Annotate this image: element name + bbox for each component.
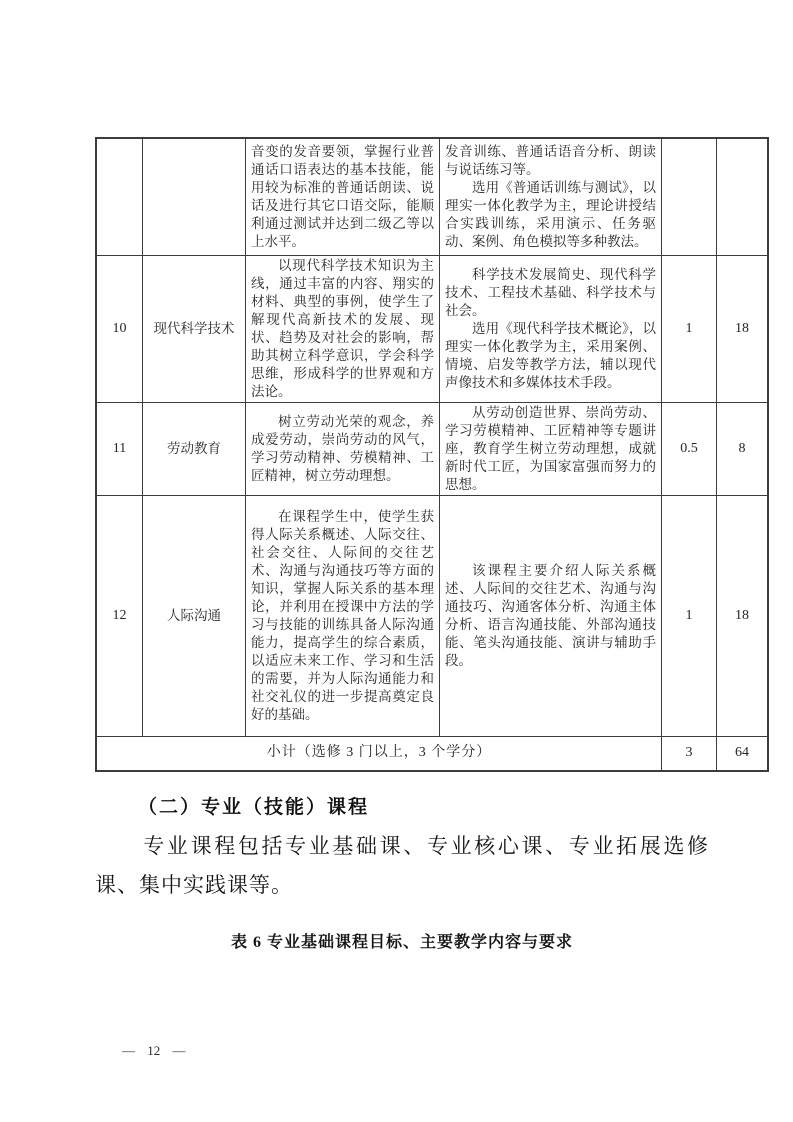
- course-number-cell: 11: [96, 402, 143, 495]
- course-objectives-cell: [246, 495, 440, 736]
- course-credits-cell: 1: [662, 255, 717, 402]
- objectives-paragraph: 在课程学生中，使学生获得人际关系概述、人际交往、社会交往、人际间的交往艺术、沟通与沟通技巧等方面的知识，掌握人际关系的基本理论，并利用在授课中方法的学习与技能的训练具备人际沟通能力，提高学生的综合素质，以适应未来工作、学习和生活的需要，并为人际沟通能力和社交礼仪的进一步提高奠定良好的基础。: [251, 508, 434, 722]
- content-paragraph: 选用《普通话训练与测试》，以理实一体化教学为主，理论讲授结合实践训练，采用演示、任务驱动、案例、角色模拟等多种教法。: [445, 179, 656, 249]
- course-number-cell: [96, 138, 143, 255]
- subtotal-label-cell: 小计（选修 3 门以上，3 个学分）: [96, 736, 662, 771]
- content-paragraph: 该课程主要介绍人际关系概述、人际间的交往艺术、沟通与沟通技巧、沟通客体分析、沟通主体分析、语言沟通技能、外部沟通技能、笔头沟通技能、演讲与辅助手段。: [445, 562, 656, 668]
- section-paragraph: 专业课程包括专业基础课、专业核心课、专业拓展选修课、集中实践课等。: [95, 834, 709, 897]
- course-content-cell: [440, 138, 662, 255]
- course-hours-cell: [717, 138, 769, 255]
- elective-course-table: [95, 137, 769, 772]
- subtotal-credits-cell: 3: [662, 736, 717, 771]
- course-name-cell: 现代科学技术: [143, 255, 246, 402]
- page-number: — 12 —: [122, 1043, 186, 1058]
- course-objectives-cell: [246, 138, 440, 255]
- course-hours-cell: 18: [717, 255, 769, 402]
- course-number-cell: 10: [96, 255, 143, 402]
- course-content-cell: [440, 402, 662, 495]
- table-row: [96, 138, 768, 255]
- subtotal-row: [96, 736, 768, 771]
- content-paragraph: 发音训练、普通话语音分析、朗读与说话练习等。: [445, 143, 656, 177]
- table-row: [96, 402, 768, 495]
- course-name-cell: [143, 138, 246, 255]
- course-objectives-cell: [246, 402, 440, 495]
- course-content-cell: [440, 495, 662, 736]
- course-objectives-cell: [246, 255, 440, 402]
- content-paragraph: 科学技术发展简史、现代科学技术、工程技术基础、科学技术与社会。: [445, 266, 656, 318]
- course-credits-cell: 1: [662, 495, 717, 736]
- course-content-cell: [440, 255, 662, 402]
- objectives-paragraph: 音变的发音要领，掌握行业普通话口语表达的基本技能，能用较为标准的普通话朗读、说话及进行其它口语交际，能顺利通过测试并达到二级乙等以上水平。: [251, 143, 434, 249]
- course-name-cell: 劳动教育: [143, 402, 246, 495]
- course-name-cell: 人际沟通: [143, 495, 246, 736]
- subtotal-hours-cell: 64: [717, 736, 769, 771]
- course-hours-cell: 18: [717, 495, 769, 736]
- content-paragraph: 从劳动创造世界、崇尚劳动、学习劳模精神、工匠精神等专题讲座，教育学生树立劳动理想，成就新时代工匠，为国家富强而努力的思想。: [445, 404, 656, 492]
- content-paragraph: 选用《现代科学技术概论》，以理实一体化教学为主，采用案例、情境、启发等教学方法，辅以现代声像技术和多媒体技术手段。: [445, 320, 656, 390]
- table-row: [96, 255, 768, 402]
- objectives-paragraph: 以现代科学技术知识为主线，通过丰富的内容、翔实的材料、典型的事例，使学生了解现代高新技术的发展、现状、趋势及对社会的影响，帮助其树立科学意识，学会科学思维，形成科学的世界观和方法论。: [251, 257, 434, 399]
- course-hours-cell: 8: [717, 402, 769, 495]
- table-caption: 表 6 专业基础课程目标、主要教学内容与要求: [230, 934, 573, 951]
- objectives-paragraph: 树立劳动光荣的观念，养成爱劳动，崇尚劳动的风气，学习劳动精神、劳模精神、工匠精神，树立劳动理想。: [251, 413, 434, 483]
- course-number-cell: 12: [96, 495, 143, 736]
- course-credits-cell: [662, 138, 717, 255]
- section-heading: （二）专业（技能）课程: [138, 797, 370, 818]
- course-credits-cell: 0.5: [662, 402, 717, 495]
- table-row: [96, 495, 768, 736]
